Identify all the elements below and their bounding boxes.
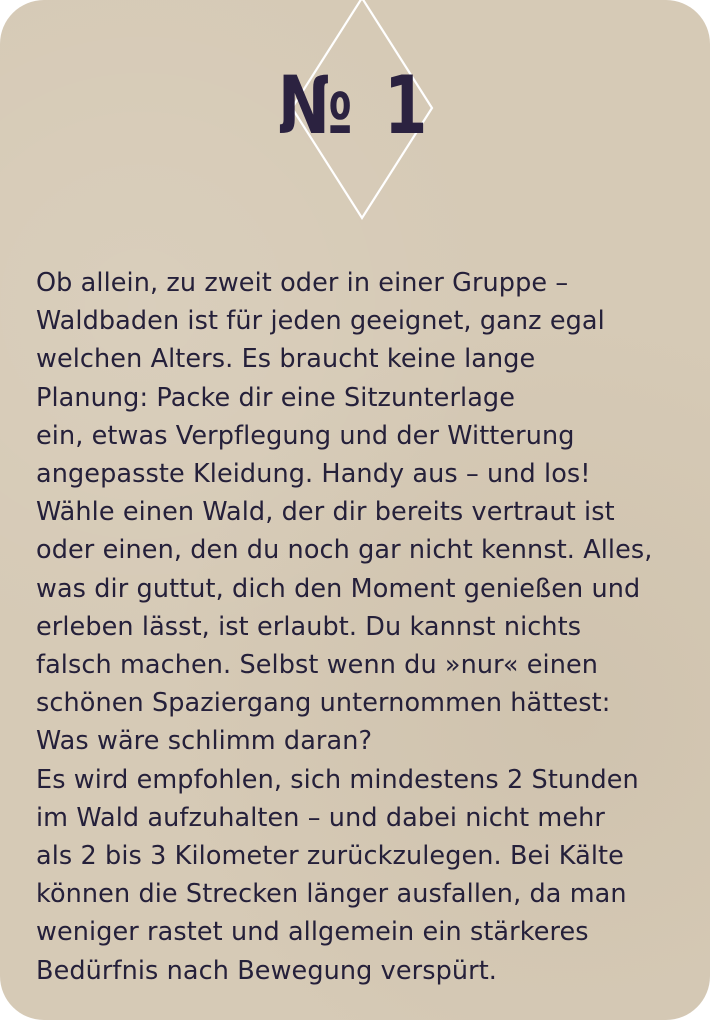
text-line: Planung: Packe dir eine Sitzunterlage [36,382,516,413]
text-line: als 2 bis 3 Kilometer zurückzulegen. Bei Kälte [36,841,624,872]
card-number: № 1 [277,59,433,152]
text-line: Bedürfnis nach Bewegung verspürt. [36,955,498,986]
text-line: angepasste Kleidung. Handy aus – und los! [36,459,591,490]
card-body-text [36,264,686,990]
text-line: schönen Spaziergang unternommen hättest: [36,688,611,719]
text-line: welchen Alters. Es braucht keine lange [36,344,536,375]
text-line: Ob allein, zu zweit oder in einer Gruppe – [36,268,569,298]
text-line: falsch machen. Selbst wenn du »nur« einen [36,650,599,681]
text-line: was dir guttut, dich den Moment genießen und [36,573,641,604]
text-line: Was wäre schlimm daran? [36,726,373,757]
text-line: weniger rastet und allgemein ein stärkeres [36,917,589,948]
text-line: Es wird empfohlen, sich mindestens 2 Stunden [36,764,639,795]
text-line: oder einen, den du noch gar nicht kennst. Alles, [36,535,653,566]
text-line: ein, etwas Verpflegung und der Witterung [36,420,575,451]
text-line: Waldbaden ist für jeden geeignet, ganz egal [36,306,605,337]
text-line: Wähle einen Wald, der dir bereits vertraut ist [36,497,615,528]
text-line: im Wald aufzuhalten – und dabei nicht mehr [36,802,606,833]
text-line: können die Strecken länger ausfallen, da man [36,879,627,910]
text-line: erleben lässt, ist erlaubt. Du kannst nichts [36,611,582,642]
